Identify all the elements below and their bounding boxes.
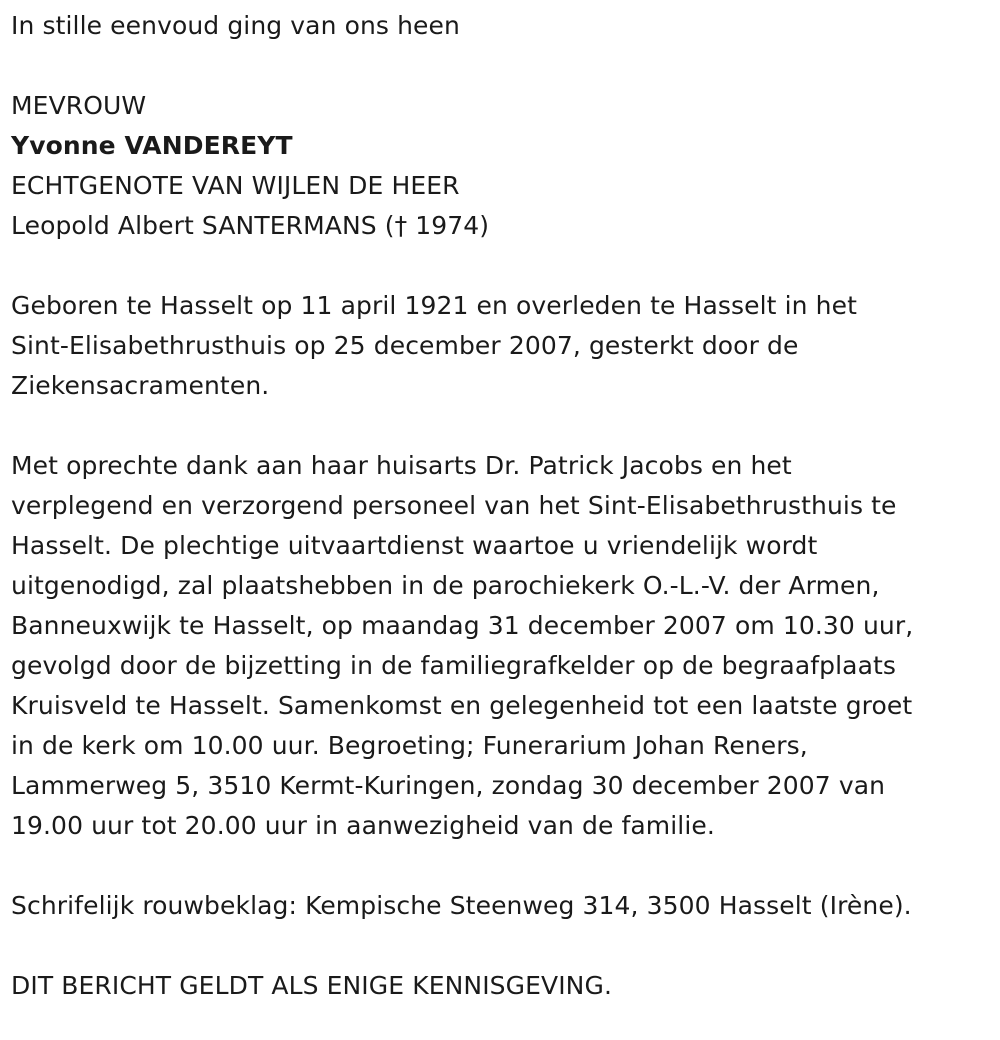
birth-death-paragraph <box>11 286 986 406</box>
spouse-line: Leopold Albert SANTERMANS († 1974) <box>11 211 490 240</box>
intro-line: In stille eenvoud ging van ons heen <box>11 11 460 40</box>
paragraph-line: 19.00 uur tot 20.00 uur in aanwezigheid van de familie. <box>11 811 715 840</box>
paragraph-line: Banneuxwijk te Hasselt, op maandag 31 december 2007 om 10.30 uur, <box>11 611 914 640</box>
paragraph-line: Ziekensacramenten. <box>11 371 270 400</box>
spacer <box>11 246 986 286</box>
obituary-notice <box>11 6 986 1006</box>
closing-notice: DIT BERICHT GELDT ALS ENIGE KENNISGEVING. <box>11 971 612 1000</box>
condolence-address: Schrifelijk rouwbeklag: Kempische Steenweg 314, 3500 Hasselt (Irène). <box>11 891 912 920</box>
paragraph-line: Sint-Elisabethrusthuis op 25 december 2007, gesterkt door de <box>11 331 799 360</box>
paragraph-line: gevolgd door de bijzetting in de familiegrafkelder op de begraafplaats <box>11 651 897 680</box>
deceased-name: Yvonne VANDEREYT <box>11 131 293 160</box>
relation-line: ECHTGENOTE VAN WIJLEN DE HEER <box>11 171 460 200</box>
paragraph-line: Geboren te Hasselt op 11 april 1921 en overleden te Hasselt in het <box>11 291 857 320</box>
service-paragraph <box>11 446 986 846</box>
spacer <box>11 46 986 86</box>
spacer <box>11 406 986 446</box>
paragraph-line: uitgenodigd, zal plaatshebben in de parochiekerk O.-L.-V. der Armen, <box>11 571 880 600</box>
paragraph-line: Met oprechte dank aan haar huisarts Dr. Patrick Jacobs en het <box>11 451 792 480</box>
paragraph-line: in de kerk om 10.00 uur. Begroeting; Funerarium Johan Reners, <box>11 731 808 760</box>
paragraph-line: Kruisveld te Hasselt. Samenkomst en gelegenheid tot een laatste groet <box>11 691 913 720</box>
salutation: MEVROUW <box>11 91 147 120</box>
paragraph-line: Lammerweg 5, 3510 Kermt-Kuringen, zondag 30 december 2007 van <box>11 771 886 800</box>
spacer <box>11 926 986 966</box>
paragraph-line: Hasselt. De plechtige uitvaartdienst waartoe u vriendelijk wordt <box>11 531 818 560</box>
spacer <box>11 846 986 886</box>
paragraph-line: verplegend en verzorgend personeel van het Sint-Elisabethrusthuis te <box>11 491 897 520</box>
